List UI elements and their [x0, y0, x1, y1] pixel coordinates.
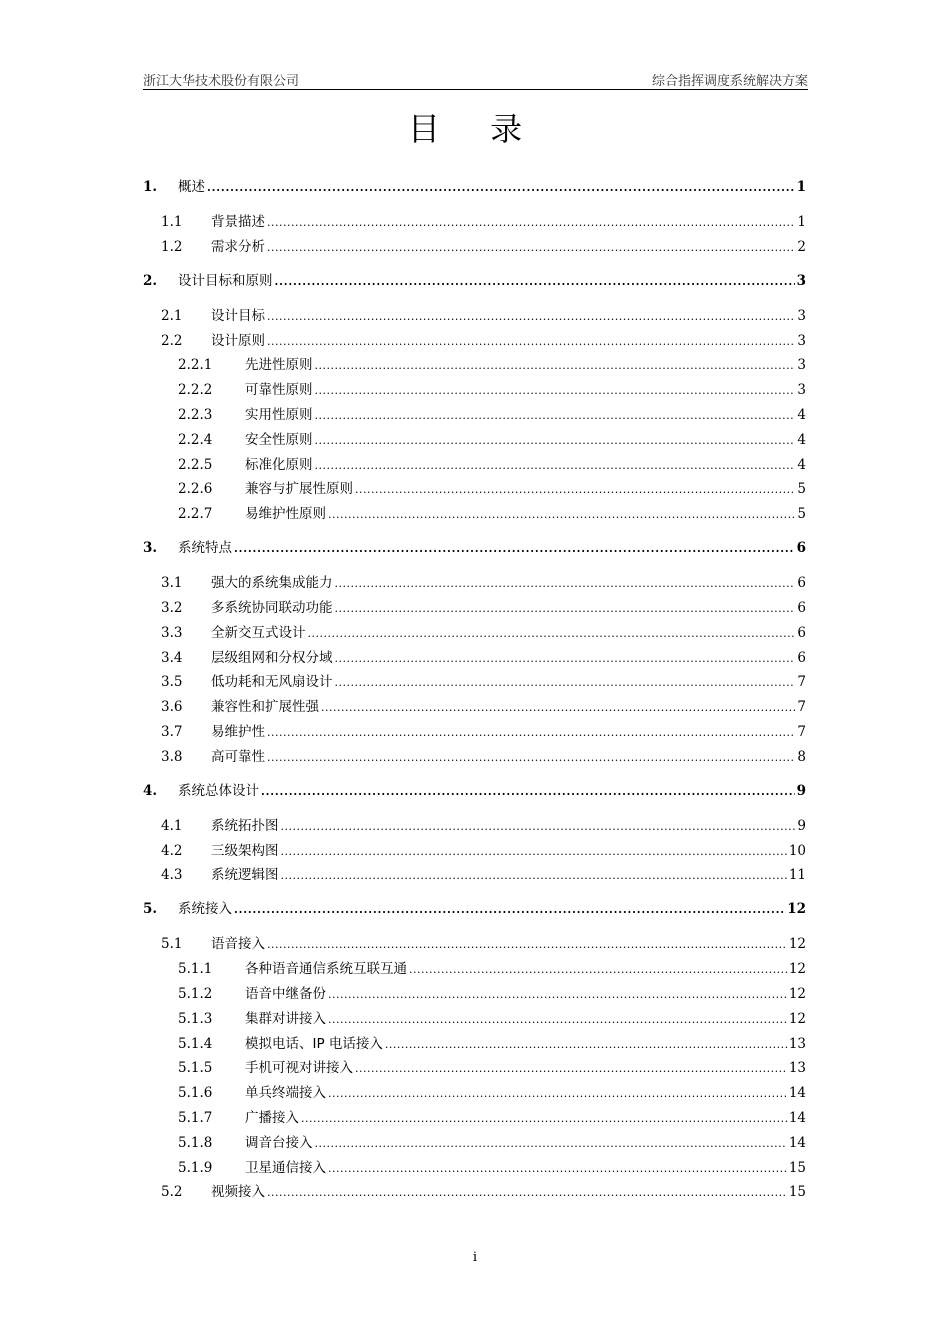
toc-entry-number: 4.3 — [161, 867, 183, 884]
toc-entry-page: 14 — [788, 1085, 806, 1102]
toc-dot-leader — [267, 723, 795, 743]
toc-entry-title: 设计目标 — [211, 307, 265, 324]
toc-entry[interactable] — [143, 623, 806, 643]
toc-entry[interactable] — [143, 355, 806, 375]
toc-entry-page: 1 — [797, 214, 806, 230]
toc-entry-page: 12 — [788, 961, 806, 978]
toc-dot-leader — [267, 238, 795, 258]
toc-entry-title: 语音接入 — [211, 936, 265, 953]
toc-entry-page: 15 — [788, 1159, 806, 1176]
toc-entry-page: 6 — [797, 624, 806, 641]
toc-dot-leader — [261, 782, 795, 802]
toc-entry-title: 设计目标和原则 — [178, 272, 273, 289]
toc-entry[interactable] — [143, 455, 806, 475]
toc-entry-page: 14 — [788, 1110, 806, 1126]
toc-entry-page: 10 — [788, 842, 806, 859]
toc-entry-title: 需求分析 — [211, 238, 265, 255]
toc-entry-page: 7 — [797, 724, 806, 740]
toc-entry-number: 4. — [143, 782, 158, 799]
toc-entry-title: 低功耗和无风扇设计 — [211, 674, 333, 691]
toc-entry[interactable] — [143, 1034, 806, 1054]
toc-entry-page: 4 — [797, 431, 806, 448]
toc-entry-page: 4 — [797, 456, 806, 473]
toc-entry[interactable] — [143, 1058, 806, 1078]
toc-entry-number: 2.2.2 — [178, 382, 213, 399]
toc-entry[interactable] — [143, 1083, 806, 1103]
toc-entry[interactable] — [143, 672, 806, 692]
toc-entry[interactable] — [143, 306, 806, 326]
toc-entry-title: 概述 — [178, 179, 205, 195]
toc-entry-page: 6 — [797, 600, 806, 616]
toc-entry-page: 7 — [797, 674, 806, 691]
toc-dot-leader — [267, 935, 787, 955]
toc-entry-number: 2.2.5 — [178, 456, 213, 473]
toc-dot-leader — [328, 1159, 787, 1179]
toc-entry-page: 12 — [787, 901, 806, 918]
toc-entry-title: 系统逻辑图 — [211, 867, 279, 884]
toc-dot-leader — [281, 866, 787, 886]
toc-dot-leader — [234, 900, 785, 920]
toc-dot-leader — [267, 332, 795, 352]
toc-entry-number: 3.4 — [161, 649, 183, 666]
toc-entry[interactable] — [143, 984, 806, 1004]
toc-entry-page: 15 — [788, 1184, 806, 1201]
toc-entry[interactable] — [143, 271, 806, 291]
toc-entry-title: 全新交互式设计 — [211, 624, 306, 641]
toc-entry-title: 视频接入 — [211, 1184, 265, 1201]
toc-entry-page: 8 — [797, 748, 806, 765]
toc-entry-page: 3 — [797, 332, 806, 349]
toc-entry-page: 7 — [797, 699, 806, 716]
toc-entry[interactable] — [143, 430, 806, 450]
toc-entry[interactable] — [143, 1182, 806, 1202]
toc-dot-leader — [335, 649, 796, 669]
toc-dot-leader — [335, 673, 796, 693]
toc-entry-number: 2.2.3 — [178, 407, 213, 423]
toc-entry-number: 2.2 — [161, 332, 183, 349]
toc-entry-title: 层级组网和分权分域 — [211, 649, 333, 666]
toc-entry-title: 安全性原则 — [245, 431, 313, 448]
toc-entry-page: 5 — [797, 481, 806, 498]
toc-entry-page: 6 — [797, 575, 806, 592]
toc-entry-number: 5.1.7 — [178, 1110, 213, 1126]
toc-entry-number: 1. — [143, 179, 158, 195]
toc-entry[interactable] — [143, 380, 806, 400]
toc-entry[interactable] — [143, 598, 806, 618]
toc-entry-title: 多系统协同联动功能 — [211, 600, 333, 616]
toc-entry[interactable] — [143, 648, 806, 668]
toc-entry[interactable] — [143, 816, 806, 836]
toc-entry-title: 先进性原则 — [245, 357, 313, 374]
toc-dot-leader — [267, 307, 795, 327]
toc-dot-leader — [207, 178, 795, 198]
toc-entry[interactable] — [143, 865, 806, 885]
toc-entry-number: 5.1.5 — [178, 1060, 213, 1077]
toc-entry-title: 模拟电话、IP 电话接入 — [245, 1035, 383, 1052]
header-doc-title: 综合指挥调度系统解决方案 — [651, 74, 808, 89]
toc-entry-title: 背景描述 — [211, 214, 265, 230]
toc-entry[interactable] — [143, 959, 806, 979]
toc-entry-title: 调音台接入 — [245, 1134, 313, 1151]
toc-entry-number: 2.2.4 — [178, 431, 213, 448]
toc-dot-leader — [267, 213, 795, 233]
toc-entry[interactable] — [143, 1133, 806, 1153]
toc-entry-page: 4 — [797, 407, 806, 423]
toc-entry-title: 强大的系统集成能力 — [211, 575, 333, 592]
toc-entry-title: 标准化原则 — [245, 456, 313, 473]
toc-dot-leader — [308, 624, 796, 644]
toc-entry[interactable] — [143, 934, 806, 954]
toc-entry[interactable] — [143, 697, 806, 717]
toc-entry-number: 4.1 — [161, 817, 183, 834]
toc-entry-title: 单兵终端接入 — [245, 1085, 326, 1102]
toc-entry-title: 兼容性和扩展性强 — [211, 699, 319, 716]
toc-entry-number: 5.1.4 — [178, 1035, 213, 1052]
toc-entry-title: 手机可视对讲接入 — [245, 1060, 353, 1077]
toc-entry-number: 3.2 — [161, 600, 183, 616]
toc-dot-leader — [335, 599, 796, 619]
toc-entry-title: 易维护性 — [211, 724, 265, 740]
toc-entry-page: 3 — [796, 272, 806, 289]
toc-dot-leader — [267, 1183, 787, 1203]
toc-entry-title: 易维护性原则 — [245, 506, 326, 523]
toc-dot-leader — [315, 431, 796, 451]
header-divider — [143, 89, 808, 90]
toc-entry-title: 实用性原则 — [245, 407, 313, 423]
toc-entry-title: 可靠性原则 — [245, 382, 313, 399]
toc-entry-number: 2.2.1 — [178, 357, 213, 374]
toc-entry-page: 1 — [796, 179, 806, 195]
toc-dot-leader — [328, 505, 795, 525]
toc-entry-title: 高可靠性 — [211, 748, 265, 765]
toc-entry-number: 1.1 — [161, 214, 183, 230]
toc-dot-leader — [315, 406, 796, 426]
toc-dot-leader — [328, 1084, 787, 1104]
toc-entry-page: 12 — [788, 986, 806, 1002]
toc-entry-title: 兼容与扩展性原则 — [245, 481, 353, 498]
toc-entry[interactable] — [143, 781, 806, 801]
header-company: 浙江大华技术股份有限公司 — [143, 74, 300, 89]
toc-dot-leader — [315, 356, 796, 376]
toc-entry-title: 系统总体设计 — [178, 782, 259, 799]
toc-entry-title: 广播接入 — [245, 1110, 299, 1126]
toc-entry-number: 3.1 — [161, 575, 183, 592]
toc-dot-leader — [328, 985, 787, 1005]
toc-entry[interactable] — [143, 212, 806, 232]
toc-dot-leader — [275, 272, 795, 292]
toc-dot-leader — [335, 574, 796, 594]
toc-entry-title: 系统特点 — [178, 540, 232, 557]
toc-entry-title: 系统接入 — [178, 901, 232, 918]
toc-entry-number: 5.1.2 — [178, 986, 213, 1002]
toc-entry-page: 13 — [788, 1060, 806, 1077]
toc-entry-page: 3 — [797, 357, 806, 374]
toc-entry-number: 3.3 — [161, 624, 183, 641]
toc-entry-number: 5.2 — [161, 1184, 183, 1201]
toc-dot-leader — [281, 817, 796, 837]
toc-entry-page: 12 — [788, 936, 806, 953]
toc-entry-page: 13 — [788, 1035, 806, 1052]
toc-dot-leader — [315, 456, 796, 476]
toc-entry-number: 5.1 — [161, 936, 183, 953]
toc-entry[interactable] — [143, 538, 806, 558]
toc-entry[interactable] — [143, 899, 806, 919]
toc-entry[interactable] — [143, 331, 806, 351]
toc-dot-leader — [328, 1010, 787, 1030]
toc-entry-page: 12 — [788, 1010, 806, 1027]
toc-entry-page: 9 — [797, 817, 806, 834]
toc-entry-number: 5. — [143, 901, 158, 918]
toc-entry-number: 1.2 — [161, 238, 183, 255]
toc-entry-title: 集群对讲接入 — [245, 1010, 326, 1027]
toc-entry-title: 卫星通信接入 — [245, 1159, 326, 1176]
toc-dot-leader — [355, 480, 795, 500]
toc-entry-number: 3.6 — [161, 699, 183, 716]
toc-entry[interactable] — [143, 841, 806, 861]
toc-entry[interactable] — [143, 237, 806, 257]
toc-dot-leader — [267, 748, 795, 768]
toc-entry-number: 5.1.1 — [178, 961, 213, 978]
toc-dot-leader — [234, 539, 795, 559]
toc-entry[interactable] — [143, 1158, 806, 1178]
toc-dot-leader — [409, 960, 787, 980]
toc-entry-number: 2. — [143, 272, 158, 289]
toc-dot-leader — [355, 1059, 787, 1079]
toc-entry[interactable] — [143, 747, 806, 767]
toc-entry-page: 3 — [797, 307, 806, 324]
toc-entry[interactable] — [143, 722, 806, 742]
toc-entry-page: 5 — [797, 506, 806, 523]
toc-entry[interactable] — [143, 177, 806, 197]
toc-dot-leader — [385, 1035, 787, 1055]
toc-dot-leader — [321, 698, 795, 718]
toc-entry-number: 5.1.9 — [178, 1159, 213, 1176]
toc-entry-number: 2.2.6 — [178, 481, 213, 498]
page-header — [143, 70, 808, 90]
toc-entry-title: 各种语音通信系统互联互通 — [245, 961, 407, 978]
toc-entry[interactable] — [143, 405, 806, 425]
toc-dot-leader — [315, 381, 796, 401]
toc-entry-number: 3. — [143, 540, 158, 557]
toc-dot-leader — [315, 1134, 787, 1154]
toc-entry-page: 14 — [788, 1134, 806, 1151]
page-number: i — [472, 1250, 478, 1265]
toc-entry[interactable] — [143, 479, 806, 499]
toc-entry-page: 2 — [797, 238, 806, 255]
toc-entry-page: 3 — [797, 382, 806, 399]
toc-entry-title: 三级架构图 — [211, 842, 279, 859]
toc-entry-page: 6 — [797, 649, 806, 666]
toc-entry-number: 4.2 — [161, 842, 183, 859]
toc-entry-page: 11 — [788, 867, 806, 884]
toc-entry-number: 3.7 — [161, 724, 183, 740]
toc-entry-number: 3.5 — [161, 674, 183, 691]
toc-entry-number: 5.1.6 — [178, 1085, 213, 1102]
toc-dot-leader — [301, 1109, 787, 1129]
toc-entry-number: 2.1 — [161, 307, 183, 324]
toc-dot-leader — [281, 842, 787, 862]
toc-entry-number: 5.1.3 — [178, 1010, 213, 1027]
toc-entry[interactable] — [143, 504, 806, 524]
toc-entry[interactable] — [143, 1009, 806, 1029]
toc-entry-title: 系统拓扑图 — [211, 817, 279, 834]
toc-entry-number: 2.2.7 — [178, 506, 213, 523]
toc-entry[interactable] — [143, 1108, 806, 1128]
toc-entry-title: 设计原则 — [211, 332, 265, 349]
toc-entry[interactable] — [143, 573, 806, 593]
toc-entry-title: 语音中继备份 — [245, 986, 326, 1002]
page-title: 目 录 — [407, 110, 543, 148]
toc-entry-number: 5.1.8 — [178, 1134, 213, 1151]
toc-entry-page: 9 — [796, 782, 806, 799]
toc-entry-number: 3.8 — [161, 748, 183, 765]
toc-entry-page: 6 — [796, 540, 806, 557]
